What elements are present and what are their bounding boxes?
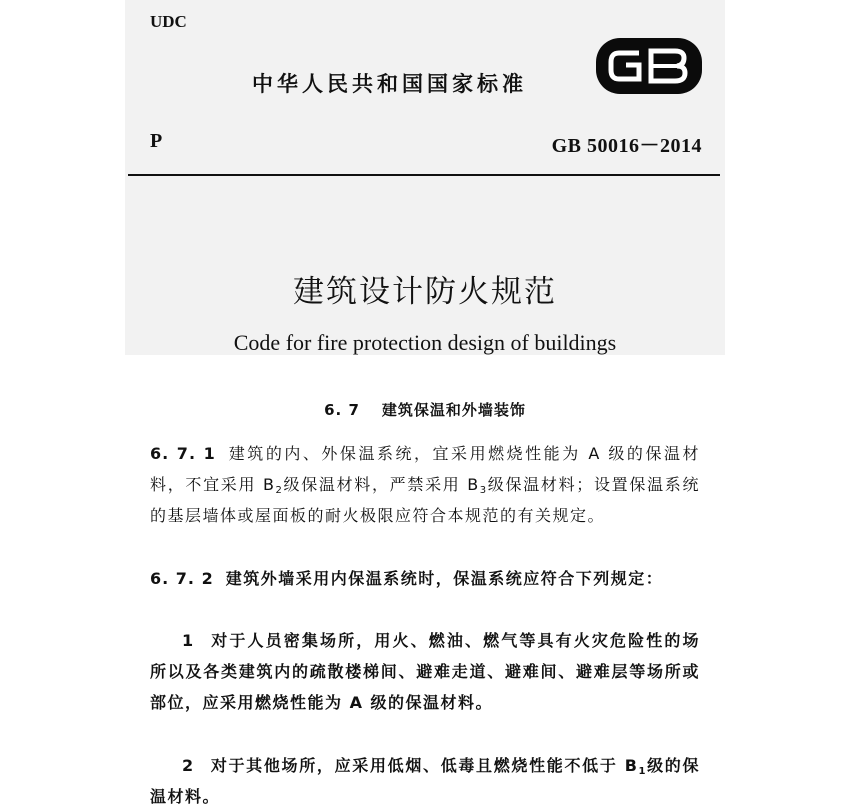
section-title: 建筑保温和外墙装饰: [381, 401, 526, 419]
organization-title: 中华人民共和国国家标准: [252, 72, 527, 96]
list-item: [150, 750, 700, 812]
item-number: 2: [182, 756, 195, 775]
clause-6-7-1: [150, 438, 700, 531]
item-text: 对于其他场所，应采用低烟、低毒且燃烧性能不低于 B: [210, 756, 639, 775]
clause-6-7-2: [150, 563, 700, 594]
subscript: 2: [275, 485, 284, 496]
list-item: [150, 625, 700, 718]
clause-number: 6. 7. 1: [150, 444, 216, 463]
udc-label: UDC: [150, 12, 187, 31]
document-title-english: Code for fire protection design of buildings: [233, 330, 617, 355]
clause-text: 级保温材料；设置保温系统的基层墙体或屋面板的耐火极限应符合本规范的有关规定。: [150, 475, 700, 525]
item-text: 级的保温材料。: [150, 756, 700, 806]
header-divider: [128, 174, 720, 176]
clause-text: 建筑外墙采用内保温系统时，保温系统应符合下列规定：: [225, 569, 664, 588]
clause-number: 6. 7. 2: [150, 569, 214, 588]
clause-text: 建筑的内、外保温系统，宜采用燃烧性能为 A 级的保温材料，不宜采用 B: [150, 444, 700, 494]
clause-text: 级保温材料，严禁采用 B: [283, 475, 480, 494]
section-number: 6. 7: [324, 401, 360, 419]
subscript: 3: [479, 485, 488, 496]
standard-number: GB 50016－2014: [551, 135, 702, 157]
subscript: 1: [638, 766, 647, 777]
item-number: 1: [182, 631, 195, 650]
section-heading: [0, 399, 850, 420]
classification-code: P: [150, 130, 163, 152]
item-text: 对于人员密集场所，用火、燃油、燃气等具有火灾危险性的场所以及各类建筑内的疏散楼梯间、避难走道、避难间、避难层等场所或部位，应采用燃烧性能为 A 级的保温材料。: [150, 631, 700, 712]
document-title: 建筑设计防火规范: [293, 274, 557, 310]
gb-logo: [593, 35, 705, 97]
